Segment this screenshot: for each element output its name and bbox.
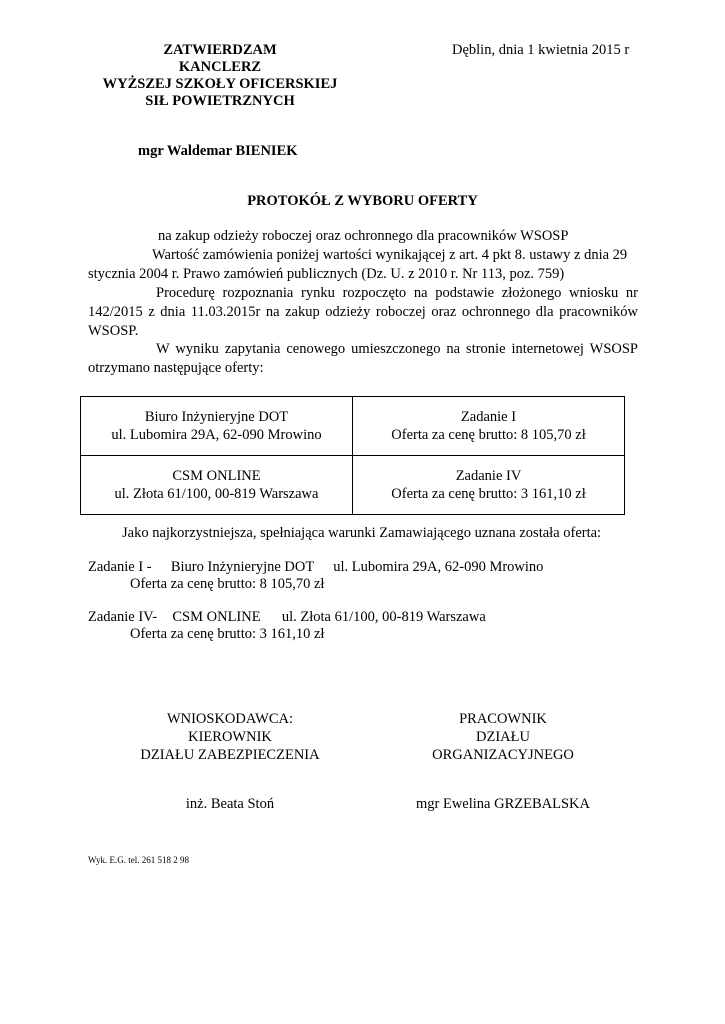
signature-title-line: DZIAŁU xyxy=(476,729,530,745)
selection-company: Biuro Inżynieryjne DOT xyxy=(170,559,314,575)
procedure-line-3: WSOSP. xyxy=(88,323,139,339)
signature-right-name: mgr Ewelina GRZEBALSKA xyxy=(416,796,590,812)
selection-label: Zadanie I - xyxy=(88,559,152,575)
selection-price: Oferta za cenę brutto: 3 161,10 zł xyxy=(130,626,325,642)
signature-title-line: WNIOSKODAWCA: xyxy=(166,711,294,727)
subject-line: na zakup odzieży roboczej oraz ochronnego dla pracowników WSOSP xyxy=(158,228,569,244)
approval-line: WYŻSZEJ SZKOŁY OFICERSKIEJ xyxy=(102,76,338,92)
company-name: CSM ONLINE xyxy=(172,468,261,484)
approval-block xyxy=(80,42,360,110)
procedure-paragraph xyxy=(88,284,638,341)
offers-table xyxy=(80,396,625,515)
result-line-2: otrzymano następujące oferty: xyxy=(88,360,264,376)
procedure-line-1: Procedurę rozpoznania rynku rozpoczęto na podstawie złożonego wniosku nr xyxy=(156,285,638,301)
offer-price: Oferta za cenę brutto: 3 161,10 zł xyxy=(391,486,586,502)
value-line-1: Wartość zamówienia poniżej wartości wynikającej z art. 4 pkt 8. ustawy z dnia 29 xyxy=(152,247,628,263)
selection-address: ul. Złota 61/100, 00-819 Warszawa xyxy=(281,609,486,625)
signature-title-line: DZIAŁU ZABEZPIECZENIA xyxy=(140,747,320,763)
approver-name: mgr Waldemar BIENIEK xyxy=(138,143,298,159)
offer-task-cell xyxy=(353,397,625,456)
offer-task-cell xyxy=(353,456,625,515)
company-name: Biuro Inżynieryjne DOT xyxy=(144,409,289,425)
company-address: ul. Złota 61/100, 00-819 Warszawa xyxy=(114,486,319,502)
selection-address: ul. Lubomira 29A, 62-090 Mrowino xyxy=(333,559,544,575)
procedure-line-2: 142/2015 z dnia 11.03.2015r na zakup odzieży roboczej oraz ochronnego dla pracowników xyxy=(88,304,638,320)
approval-line: SIŁ POWIETRZNYCH xyxy=(145,93,295,109)
offer-company-cell xyxy=(81,397,353,456)
place-date: Dęblin, dnia 1 kwietnia 2015 r xyxy=(452,42,630,58)
task-name: Zadanie I xyxy=(460,409,517,425)
table-row xyxy=(81,397,625,456)
company-address: ul. Lubomira 29A, 62-090 Mrowino xyxy=(111,427,322,443)
result-paragraph xyxy=(88,340,638,378)
offer-price: Oferta za cenę brutto: 8 105,70 zł xyxy=(391,427,586,443)
selection-item-2 xyxy=(88,609,486,626)
table-row xyxy=(81,456,625,515)
selection-item-1 xyxy=(88,559,543,576)
footer-note: Wyk. E.G. tel. 261 518 2 98 xyxy=(88,855,189,865)
signature-left-name: inż. Beata Stoń xyxy=(185,796,275,812)
selection-label: Zadanie IV- xyxy=(88,609,158,625)
signature-title-line: ORGANIZACYJNEGO xyxy=(432,747,574,763)
approval-line: KANCLERZ xyxy=(178,59,262,75)
approval-line: ZATWIERDZAM xyxy=(163,42,277,58)
selection-intro: Jako najkorzystniejsza, spełniająca warunki Zamawiającego uznana została oferta: xyxy=(122,525,602,541)
selection-price: Oferta za cenę brutto: 8 105,70 zł xyxy=(130,576,325,592)
result-line-1: W wyniku zapytania cenowego umieszczonego na stronie internetowej WSOSP xyxy=(156,341,638,357)
selection-company: CSM ONLINE xyxy=(172,609,261,625)
value-line-2: stycznia 2004 r. Prawo zamówień publicznych (Dz. U. z 2010 r. Nr 113, poz. 759) xyxy=(88,266,565,282)
signature-title-line: PRACOWNIK xyxy=(459,711,547,727)
signature-left xyxy=(110,710,350,764)
signature-right xyxy=(390,710,616,764)
offer-company-cell xyxy=(81,456,353,515)
document-title: PROTOKÓŁ Z WYBORU OFERTY xyxy=(247,193,478,209)
value-paragraph xyxy=(88,246,638,284)
task-name: Zadanie IV xyxy=(455,468,522,484)
signature-title-line: KIEROWNIK xyxy=(188,729,272,745)
